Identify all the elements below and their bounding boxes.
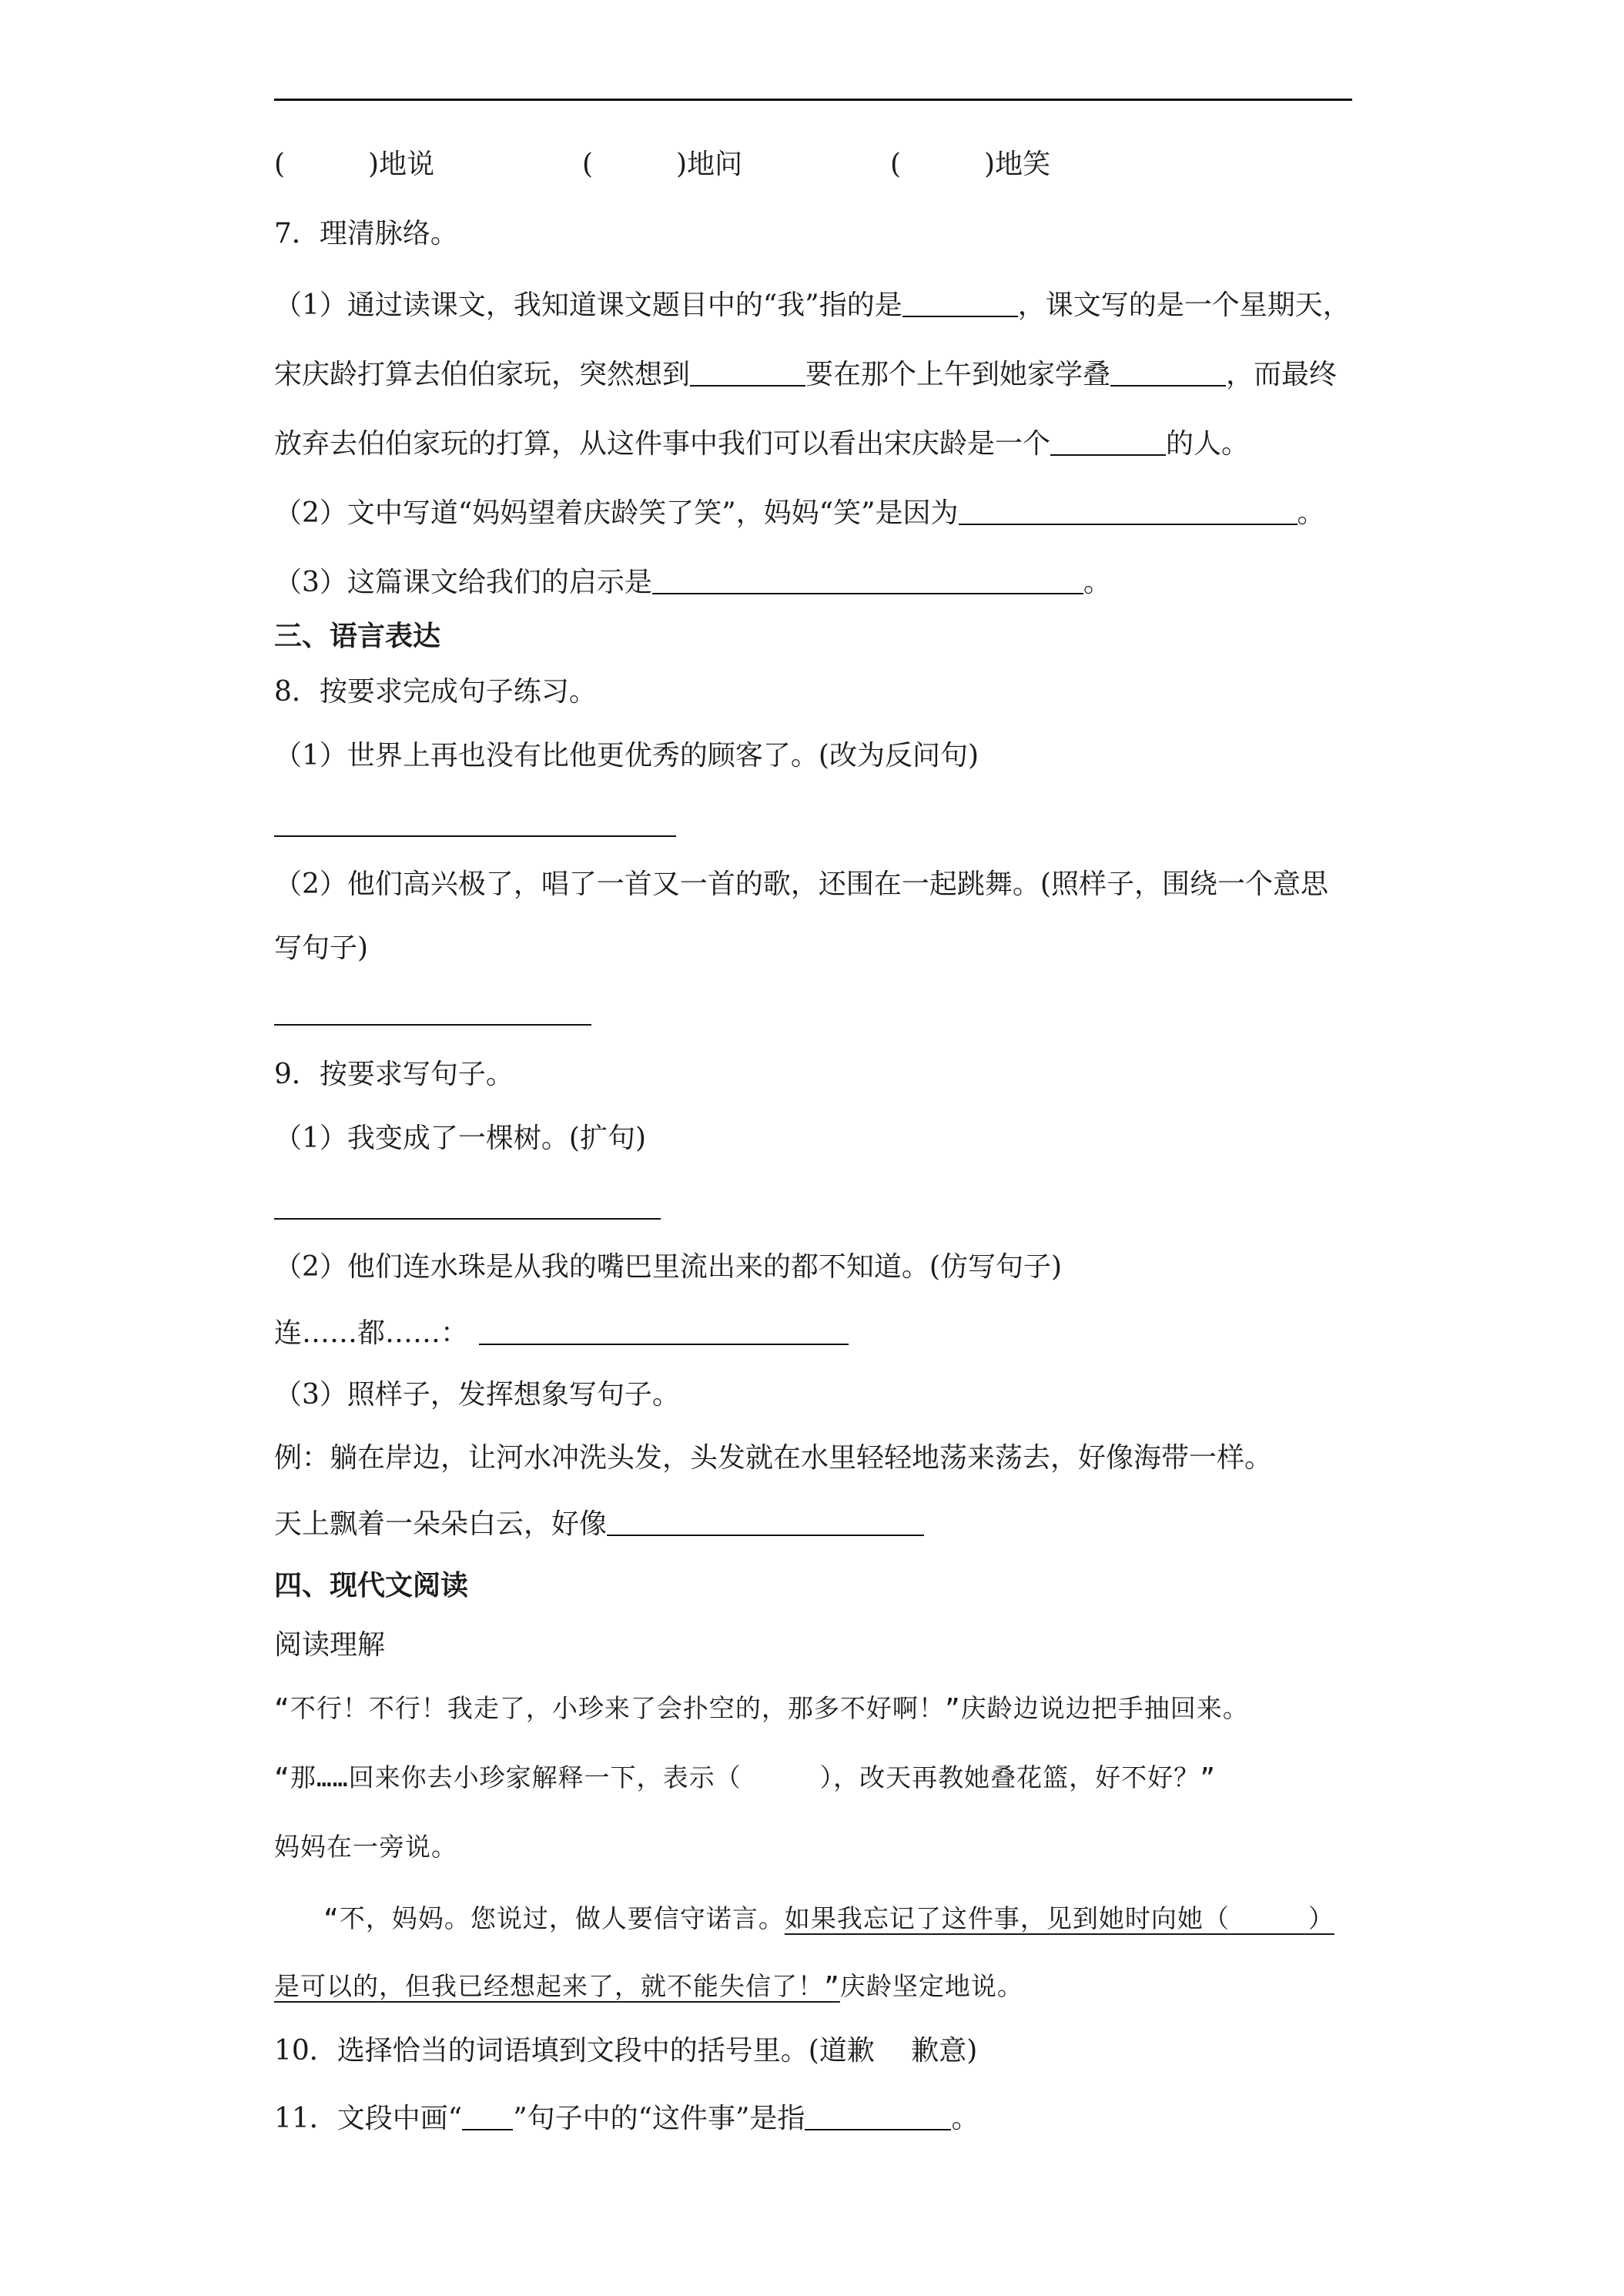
q7-p2-text-b: 。: [1297, 497, 1325, 529]
fill-word-2: ( )地问: [582, 149, 743, 180]
q9-prompt-line: [274, 1504, 924, 1543]
q11-underline-sample: [462, 2098, 513, 2130]
q8-part2-line2: 写句子): [274, 932, 369, 964]
q7-blank-person[interactable]: [1050, 423, 1166, 456]
q7-part2: [274, 493, 1325, 532]
q9-answer-line-2[interactable]: [479, 1313, 849, 1345]
q7-p1-text-c: 宋庆龄打算去伯伯家玩，突然想到: [274, 359, 691, 390]
q11-line: [274, 2098, 979, 2137]
q9-part2: （2）他们连水珠是从我的嘴巴里流出来的都不知道。(仿写句子): [274, 1251, 1062, 1283]
q7-part1-line3: [274, 423, 1249, 463]
q11-text-c: 。: [951, 2103, 979, 2134]
q7-p1-text-f: 放弃去伯伯家玩的打算，从这件事中我们可以看出宋庆龄是一个: [274, 428, 1051, 460]
reading-title: 阅读理解: [274, 1629, 386, 1661]
q8-answer-line-2[interactable]: [274, 1024, 591, 1026]
passage-line-3: 妈妈在一旁说。: [274, 1832, 457, 1862]
q9-answer-line-3[interactable]: [607, 1504, 924, 1536]
q9-part3: （3）照样子，发挥想象写句子。: [274, 1379, 680, 1411]
q7-part1-line1: [274, 285, 1351, 324]
passage-5-underlined: 是可以的，但我已经想起来了，就不能失信了！”: [274, 1971, 840, 2001]
q8-answer-line-1[interactable]: [274, 835, 676, 837]
q9-part1: （1）我变成了一棵树。(扩句): [274, 1123, 646, 1154]
passage-5-plain: 庆龄坚定地说。: [839, 1971, 1023, 2001]
q11-text-b: ”句子中的“这件事”是指: [513, 2103, 805, 2134]
fill-word-1: ( )地说: [274, 149, 435, 180]
passage-4-underlined: 如果我忘记了这件事，见到她时向她（ ）: [784, 1903, 1334, 1933]
q7-blank-reason[interactable]: [959, 493, 1298, 525]
q7-p1-text-g: 的人。: [1166, 428, 1250, 460]
section-3-heading: 三、语言表达: [274, 620, 441, 652]
q9-prompt-text: 天上飘着一朵朵白云，好像: [274, 1508, 608, 1540]
q7-blank-wo[interactable]: [902, 285, 1018, 317]
q9-example: 例：躺在岸边，让河水冲洗头发，头发就在水里轻轻地荡来荡去，好像海带一样。: [274, 1442, 1273, 1474]
q7-p3-text-a: （3）这篇课文给我们的启示是: [274, 567, 652, 598]
q7-p2-text-a: （2）文中写道“妈妈望着庆龄笑了笑”，妈妈“笑”是因为: [274, 497, 959, 529]
q7-part1-line2: [274, 354, 1337, 393]
q7-blank-who[interactable]: [690, 354, 805, 387]
passage-line-1: “不行！不行！我走了，小珍来了会扑空的，那多不好啊！”庆龄边说边把手抽回来。: [274, 1693, 1249, 1723]
q8-title: 8．按要求完成句子练习。: [274, 676, 597, 708]
passage-4-plain: “不，妈妈。您说过，做人要信守诺言。: [323, 1903, 785, 1933]
passage-line-4: [323, 1900, 1334, 1937]
passage-line-2: “那……回来你去小珍家解释一下，表示（ ），改天再教她叠花篮，好不好？”: [274, 1762, 1216, 1792]
q11-text-a: 11．文段中画“: [274, 2103, 463, 2134]
passage-line-5: [274, 1968, 1023, 2005]
q8-part1: （1）世界上再也没有比他更优秀的顾客了。(改为反问句): [274, 740, 979, 771]
header-rule: [274, 99, 1352, 101]
q7-p1-text-b: ，课文写的是一个星期天，: [1017, 290, 1351, 321]
q9-pattern-label: 连……都……：: [274, 1317, 469, 1349]
q10-text: 10．选择恰当的词语填到文段中的括号里。(道歉 歉意): [274, 2035, 978, 2067]
q9-title: 9．按要求写句子。: [274, 1059, 514, 1090]
q11-answer-blank[interactable]: [805, 2098, 951, 2130]
fill-word-3: ( )地笑: [890, 149, 1051, 180]
q9-answer-line-1[interactable]: [274, 1218, 661, 1220]
q7-blank-lesson[interactable]: [652, 562, 1083, 594]
q7-p3-text-b: 。: [1083, 567, 1111, 598]
q8-part2-line1: （2）他们高兴极了，唱了一首又一首的歌，还围在一起跳舞。(照样子，围绕一个意思: [274, 869, 1328, 900]
q7-p1-text-e: ，而最终: [1226, 359, 1338, 390]
q7-p1-text-d: 要在那个上午到她家学叠: [805, 359, 1111, 390]
q7-part3: [274, 562, 1111, 601]
q7-blank-what[interactable]: [1110, 354, 1226, 387]
q7-p1-text-a: （1）通过读课文，我知道课文题目中的“我”指的是: [274, 290, 902, 321]
q9-pattern-line: [274, 1313, 849, 1352]
q7-title: 7．理清脉络。: [274, 218, 458, 249]
section-4-heading: 四、现代文阅读: [274, 1569, 469, 1602]
